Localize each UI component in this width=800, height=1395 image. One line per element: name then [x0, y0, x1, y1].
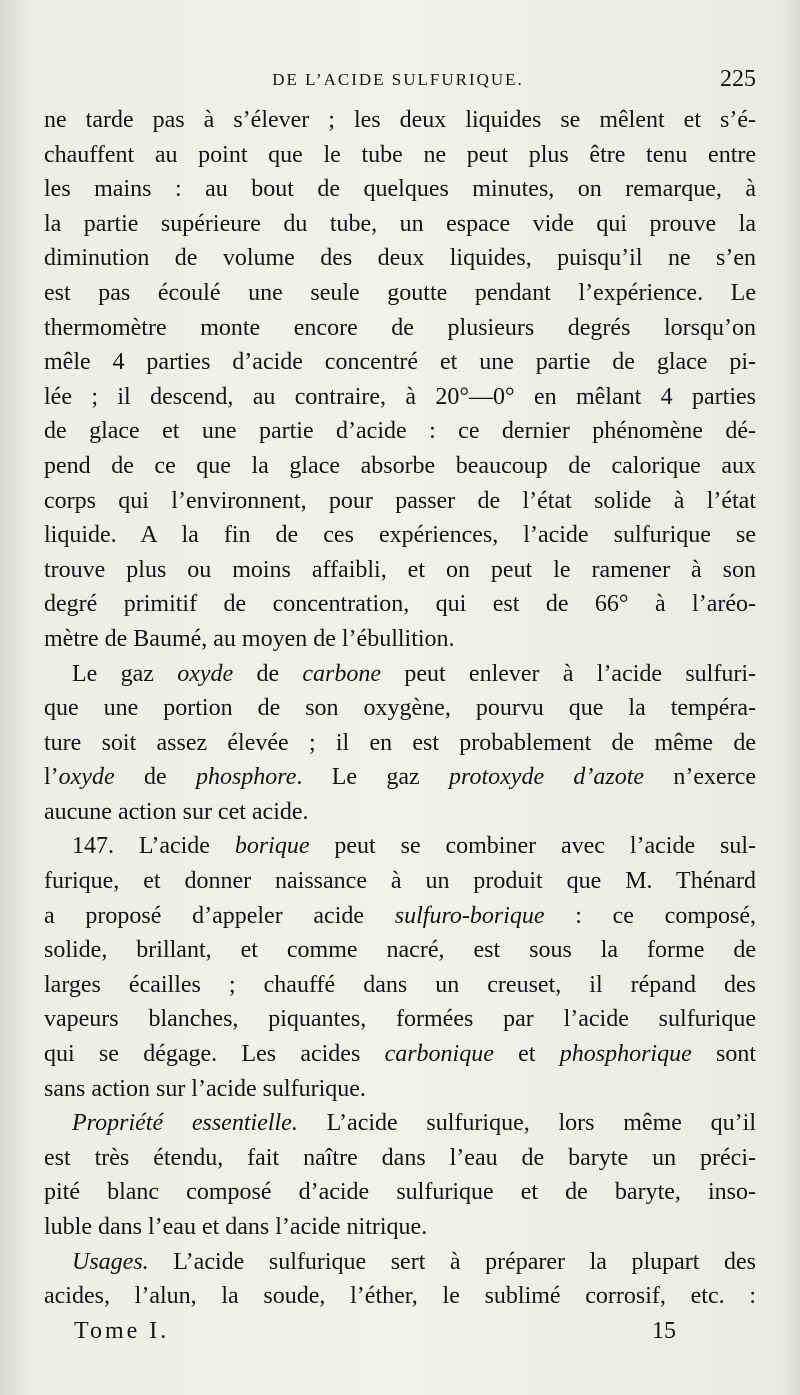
text-line — [44, 172, 756, 207]
text-run: mêle 4 parties d’acide concentré et une partie de glace pi- — [44, 349, 756, 376]
text-line — [44, 968, 756, 1003]
text-line — [44, 345, 756, 380]
text-run: : ce composé, — [544, 902, 756, 929]
italic-term: oxyde — [177, 660, 234, 687]
text-run: pité blanc composé d’acide sulfurique et de baryte, inso- — [44, 1179, 756, 1206]
text-line — [44, 1245, 756, 1280]
text-run: lée ; il descend, au contraire, à 20°—0° en mêlant 4 parties — [44, 383, 756, 410]
text-run: pend de ce que la glace absorbe beaucoup de calorique aux — [44, 452, 756, 479]
text-line — [44, 484, 756, 519]
text-line — [44, 138, 756, 173]
text-line — [44, 1106, 756, 1141]
text-run: sans action sur l’acide sulfurique. — [44, 1075, 366, 1102]
text-line — [44, 518, 756, 553]
text-line — [44, 899, 756, 934]
volume-label: Tome I. — [74, 1318, 170, 1344]
text-run: ne tarde pas à s’élever ; les deux liquides se mêlent et s’é- — [44, 107, 756, 133]
text-line — [44, 760, 756, 795]
text-run: sont — [691, 1041, 757, 1068]
text-run: thermomètre monte encore de plusieurs degrés lorsqu’on — [44, 314, 756, 341]
text-run: degré primitif de concentration, qui est de 66° à l’aréo- — [44, 591, 756, 618]
italic-term: phosphorique — [559, 1041, 692, 1068]
text-line — [44, 311, 756, 346]
text-line — [44, 414, 756, 449]
text-line — [44, 1175, 756, 1210]
text-run: Le gaz — [72, 660, 178, 687]
text-run: ture soit assez élevée ; il en est probablement de même de — [44, 729, 756, 756]
text-run: mètre de Baumé, au moyen de l’ébullition. — [44, 625, 455, 652]
italic-term: Propriété essentielle. — [72, 1110, 298, 1137]
text-run: furique, et donner naissance à un produit que M. Thénard — [44, 868, 756, 895]
text-line — [44, 276, 756, 311]
body-text — [44, 103, 756, 1314]
text-line — [44, 1072, 756, 1107]
italic-term: oxyde — [58, 764, 115, 791]
text-run: larges écailles ; chauffé dans un creuset, il répand des — [44, 971, 756, 998]
text-line — [44, 1210, 756, 1245]
text-line — [44, 241, 756, 276]
text-run: L’acide sulfurique sert à préparer la plupart des — [148, 1248, 756, 1275]
text-run: L’acide sulfurique, lors même qu’il — [297, 1110, 756, 1137]
text-line — [44, 726, 756, 761]
text-line — [44, 657, 756, 692]
text-run: vapeurs blanches, piquantes, formées par l’acide sulfurique — [44, 1006, 756, 1033]
text-run: l’ — [44, 764, 59, 791]
italic-term: carbone — [302, 660, 382, 687]
text-run: luble dans l’eau et dans l’acide nitrique. — [44, 1214, 428, 1240]
text-line — [44, 587, 756, 622]
text-run: de — [114, 764, 196, 791]
text-line — [44, 1002, 756, 1037]
text-line — [44, 103, 756, 138]
text-run: est très étendu, fait naître dans l’eau de baryte un préci- — [44, 1144, 756, 1171]
text-run: a proposé d’appeler acide — [44, 902, 395, 929]
text-run: solide, brillant, et comme nacré, est sous la forme de — [44, 937, 756, 964]
signature-mark: 15 — [652, 1318, 676, 1344]
italic-term: Usages. — [72, 1248, 149, 1275]
text-run: de glace et une partie d’acide : ce dernier phénomène dé- — [44, 418, 756, 445]
text-line — [44, 864, 756, 899]
italic-term: borique — [234, 833, 310, 860]
page-number: 225 — [720, 66, 756, 92]
text-run: que une portion de son oxygène, pourvu que la tempéra- — [44, 695, 756, 722]
text-run: la partie supérieure du tube, un espace vide qui prouve la — [44, 210, 756, 237]
text-line — [44, 1037, 756, 1072]
text-run: trouve plus ou moins affaibli, et on peut le ramener à son — [44, 556, 756, 583]
text-run: 147. L’acide — [72, 833, 235, 860]
text-run: diminution de volume des deux liquides, puisqu’il ne s’en — [44, 245, 756, 272]
italic-term: phosphore — [195, 764, 297, 791]
text-line — [44, 1279, 756, 1314]
text-run: chauffent au point que le tube ne peut plus être tenu entre — [44, 141, 756, 168]
text-line — [44, 622, 756, 657]
italic-term: protoxyde d’azote — [449, 764, 645, 791]
text-line — [44, 449, 756, 484]
running-title: DE L’ACIDE SULFURIQUE. — [272, 70, 524, 89]
text-run: est pas écoulé une seule goutte pendant l’expérience. Le — [44, 279, 756, 306]
text-run: aucune action sur cet acide. — [44, 798, 309, 825]
text-line — [44, 553, 756, 588]
text-run: les mains : au bout de quelques minutes, on remarque, à — [44, 176, 756, 203]
text-run: corps qui l’environnent, pour passer de l’état solide à l’état — [44, 487, 756, 514]
text-run: liquide. A la fin de ces expériences, l’acide sulfurique se — [44, 522, 756, 549]
page-header — [40, 66, 756, 102]
text-run: peut se combiner avec l’acide sul- — [309, 833, 756, 860]
text-line — [44, 933, 756, 968]
text-line — [44, 207, 756, 242]
text-run: acides, l’alun, la soude, l’éther, le sublimé corrosif, etc. : — [44, 1283, 756, 1310]
page-footer — [44, 1318, 756, 1358]
text-run: peut enlever à l’acide sulfuri- — [381, 660, 756, 687]
text-run: et — [493, 1041, 560, 1068]
italic-term: carbonique — [384, 1041, 494, 1068]
text-line — [44, 1141, 756, 1176]
italic-term: sulfuro-borique — [394, 902, 545, 929]
text-line — [44, 380, 756, 415]
text-run: de — [233, 660, 303, 687]
text-line — [44, 795, 756, 830]
text-run: n’exerce — [644, 764, 756, 791]
text-line — [44, 829, 756, 864]
text-line — [44, 691, 756, 726]
text-run: . Le gaz — [296, 764, 450, 791]
text-run: qui se dégage. Les acides — [44, 1041, 385, 1068]
